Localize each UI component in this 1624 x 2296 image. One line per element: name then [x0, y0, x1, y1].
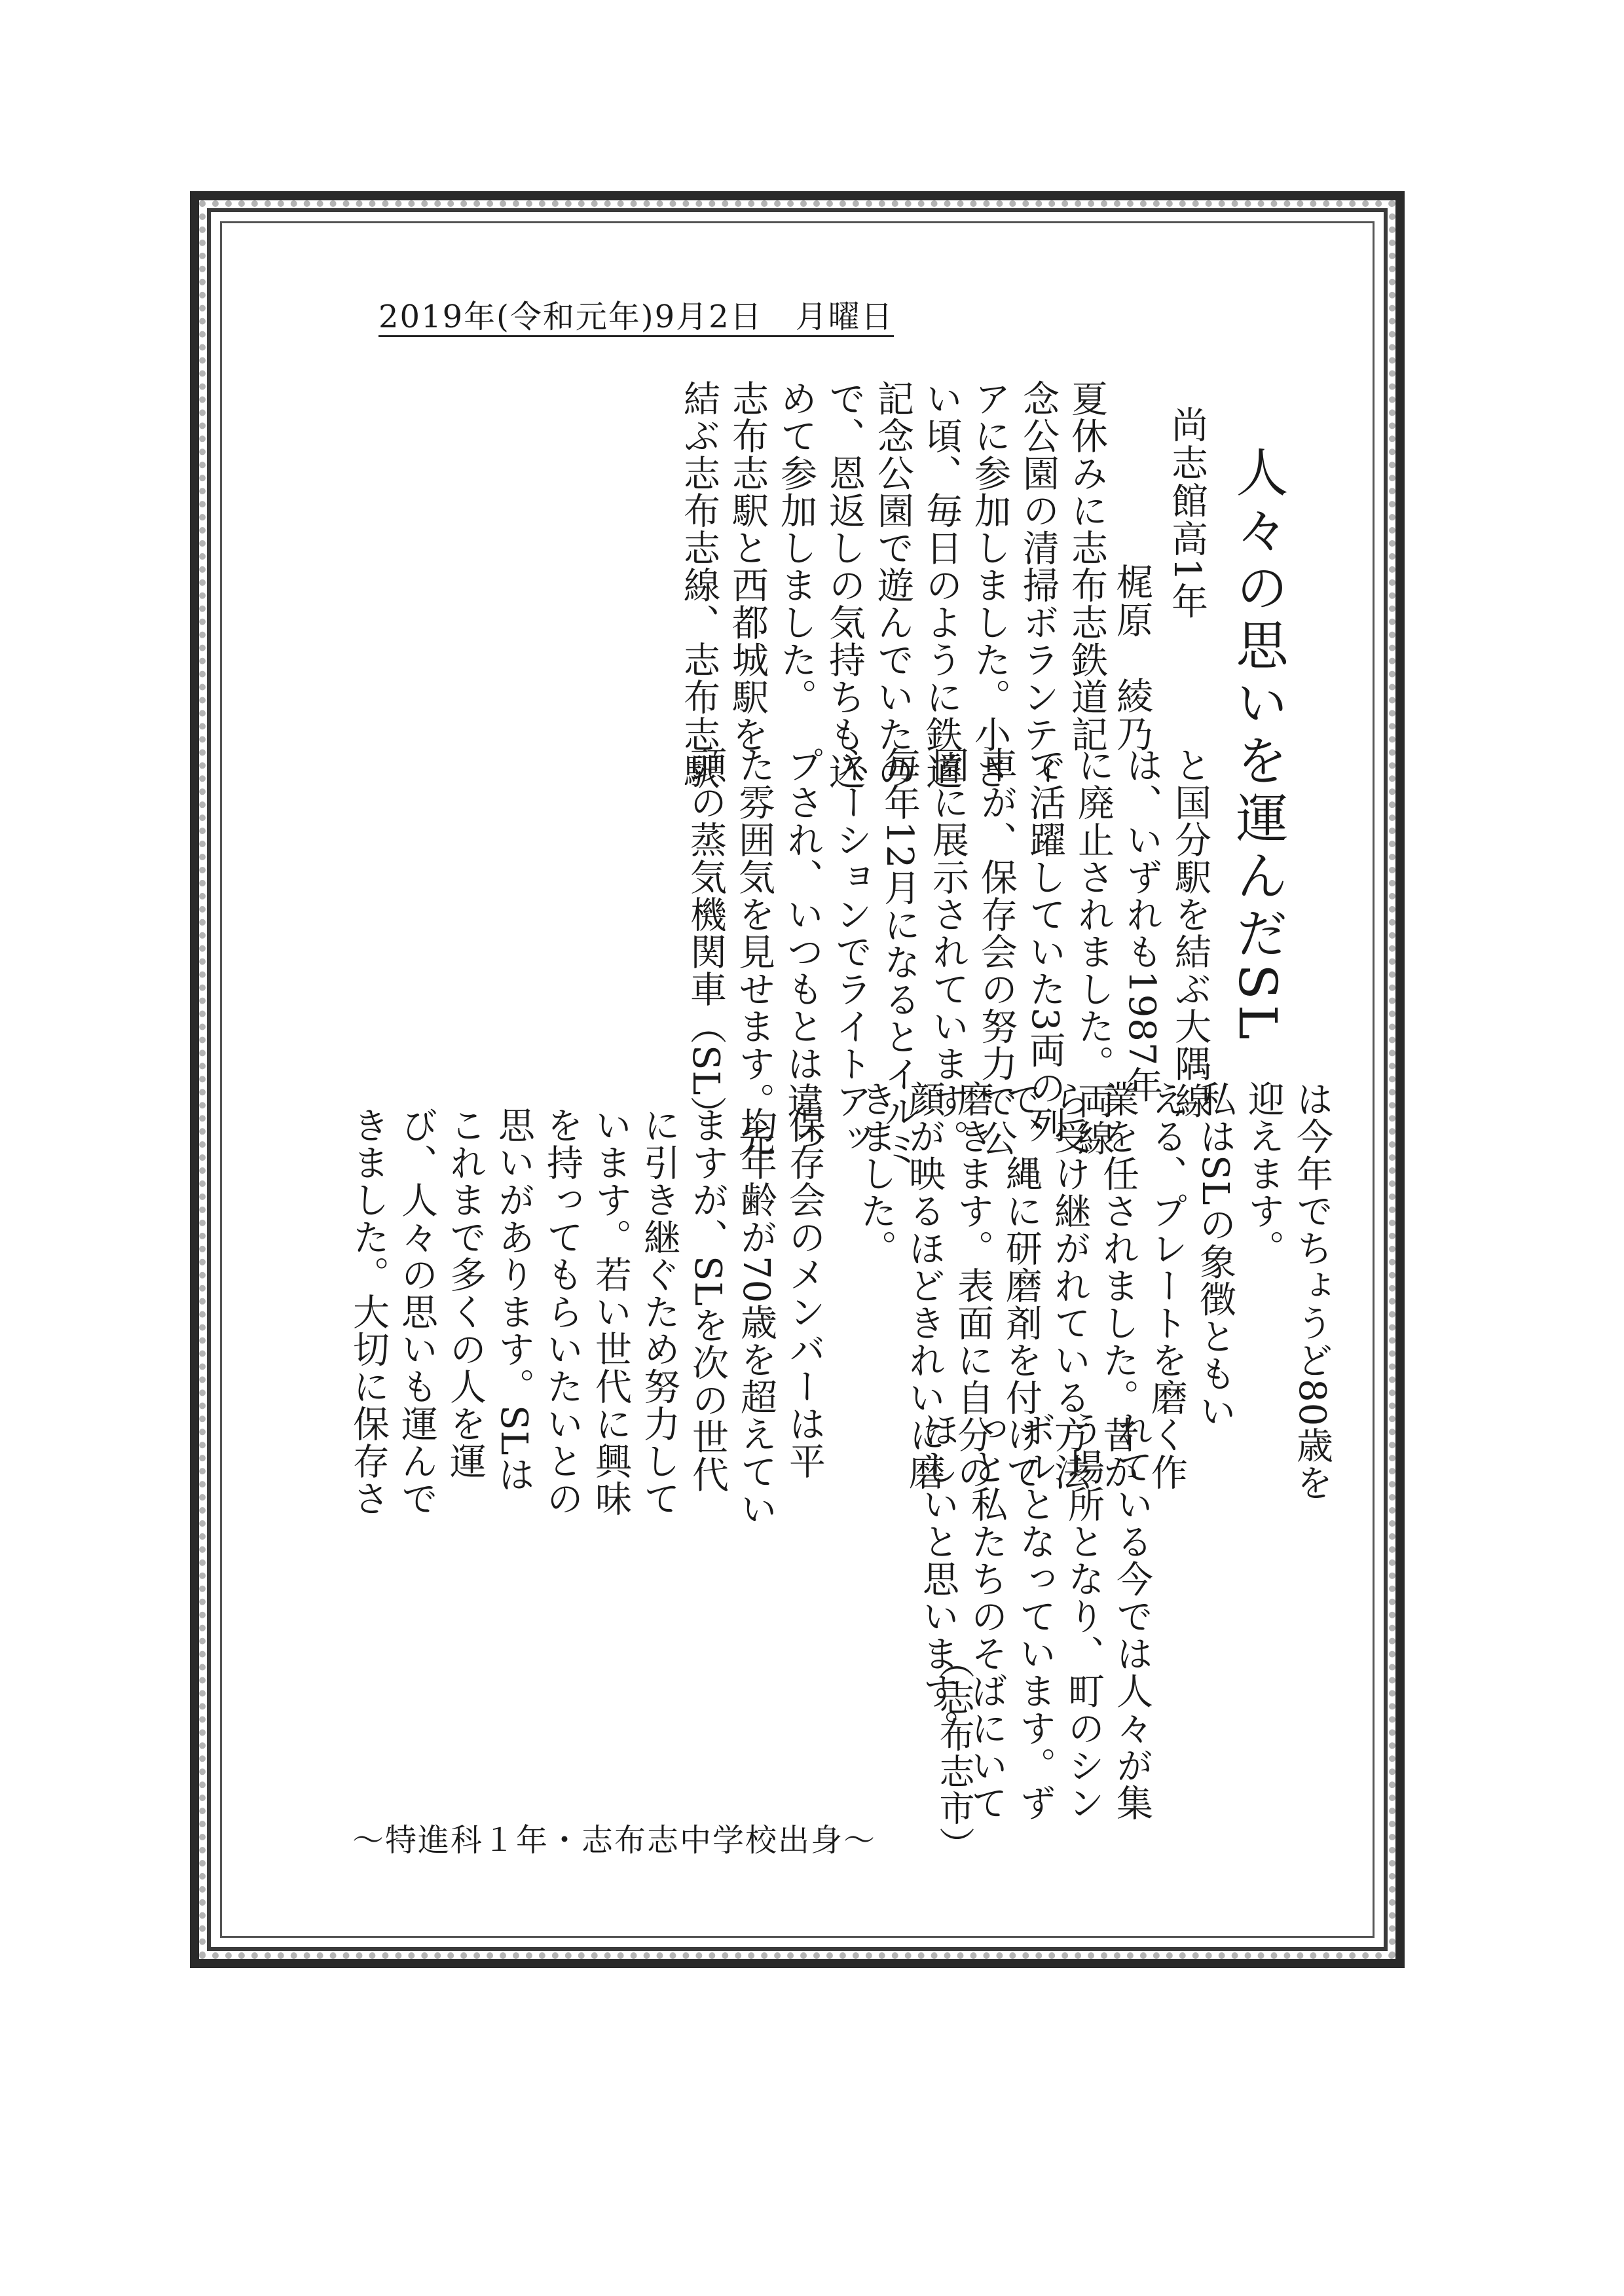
text-line: きました。大切に保存さ [347, 1106, 390, 1517]
text-line: 磨きます。表面に自分の [951, 1080, 994, 1491]
text-line: 車が、保存会の努力で公 [975, 746, 1018, 1157]
text-line: に引き継ぐため努力して [638, 1106, 680, 1517]
text-line: た雰囲気を見せます。先 [733, 746, 775, 1157]
text-line: っと私たちのそばにいて [965, 1411, 1008, 1821]
publication-date: 2019年(令和元年)9月2日 月曜日 [378, 301, 894, 337]
text-line: 均年齢が70歳を超えてい [735, 1106, 777, 1528]
text-line: 顔が映るほどきれいに磨 [903, 1080, 946, 1491]
text-line: れている今では人々が集 [1111, 1411, 1153, 1821]
text-line: に廃止されました。両線 [1072, 746, 1115, 1157]
text-line: 記念公園で遊んでいたの [872, 380, 914, 790]
article-paragraph-block-1 [674, 380, 1111, 790]
text-line: 迎えます。 [1242, 1080, 1285, 1267]
text-line: めて参加しました。 [775, 380, 817, 716]
text-line: プされ、いつもとは違っ [781, 746, 824, 1157]
text-line: と国分駅を結ぶ大隅線 [1169, 746, 1211, 1120]
text-line: 園に展示されています。 [927, 746, 969, 1157]
text-line: で活躍していた3両の列 [1024, 746, 1066, 1144]
text-line: 私はSLの象徴ともい [1194, 1080, 1236, 1430]
text-line: 結ぶ志布志線、志布志駅 [678, 380, 720, 790]
text-line: える、プレートを磨く作 [1145, 1080, 1188, 1491]
text-line: 頭の蒸気機関車（SL） [684, 746, 727, 1133]
text-line: 思いがあります。SLは [492, 1106, 535, 1493]
author-school: 尚志館高1年 [1166, 406, 1208, 621]
text-line: ボルとなっています。ず [1014, 1411, 1056, 1821]
text-line: ほしいと思います。 [917, 1411, 959, 1747]
article-paragraph-block-4 [344, 1106, 828, 1539]
text-line: 毎年12月になるとイルミ [878, 746, 921, 1168]
text-line: で、縄に研磨剤を付けて [1000, 1080, 1043, 1491]
text-line: ら受け継がれている方法 [1048, 1080, 1091, 1491]
text-line: います。若い世代に興味 [589, 1106, 632, 1517]
text-line: 夏休みに志布志鉄道記 [1065, 380, 1108, 753]
text-line: 念公園の清掃ボランティ [1017, 380, 1060, 790]
text-line: 志布志駅と西都城駅を [726, 380, 769, 753]
text-line: 業を任されました。昔か [1097, 1080, 1139, 1491]
text-line: を持ってもらいたいとの [541, 1106, 583, 1517]
text-line: び、人々の思いも運んで [396, 1106, 438, 1517]
article-title: 人々の思いを運んだSL [1227, 445, 1288, 1045]
text-line: い頃、毎日のように鉄道 [920, 380, 963, 790]
text-line: ネーションでライトアッ [830, 746, 872, 1157]
text-line: は、いずれも1987年 [1120, 746, 1163, 1104]
text-line: う場所となり、町のシン [1062, 1411, 1105, 1821]
text-line: は今年でちょうど80歳を [1291, 1080, 1333, 1502]
author-profile-footer: ～特進科１年・志布志中学校出身～ [352, 1822, 877, 1859]
author-name: 梶原 綾乃 [1111, 563, 1153, 753]
author-hometown: （志布志市） [934, 1643, 975, 1863]
text-line: アに参加しました。小さ [969, 380, 1011, 790]
text-line: 保存会のメンバーは平 [783, 1106, 826, 1480]
text-line: ますが、SLを次の世代 [686, 1106, 729, 1493]
text-line: きました。 [855, 1080, 897, 1267]
text-line: で、恩返しの気持ちも込 [823, 380, 866, 790]
text-line: これまで多くの人を運 [444, 1106, 487, 1480]
